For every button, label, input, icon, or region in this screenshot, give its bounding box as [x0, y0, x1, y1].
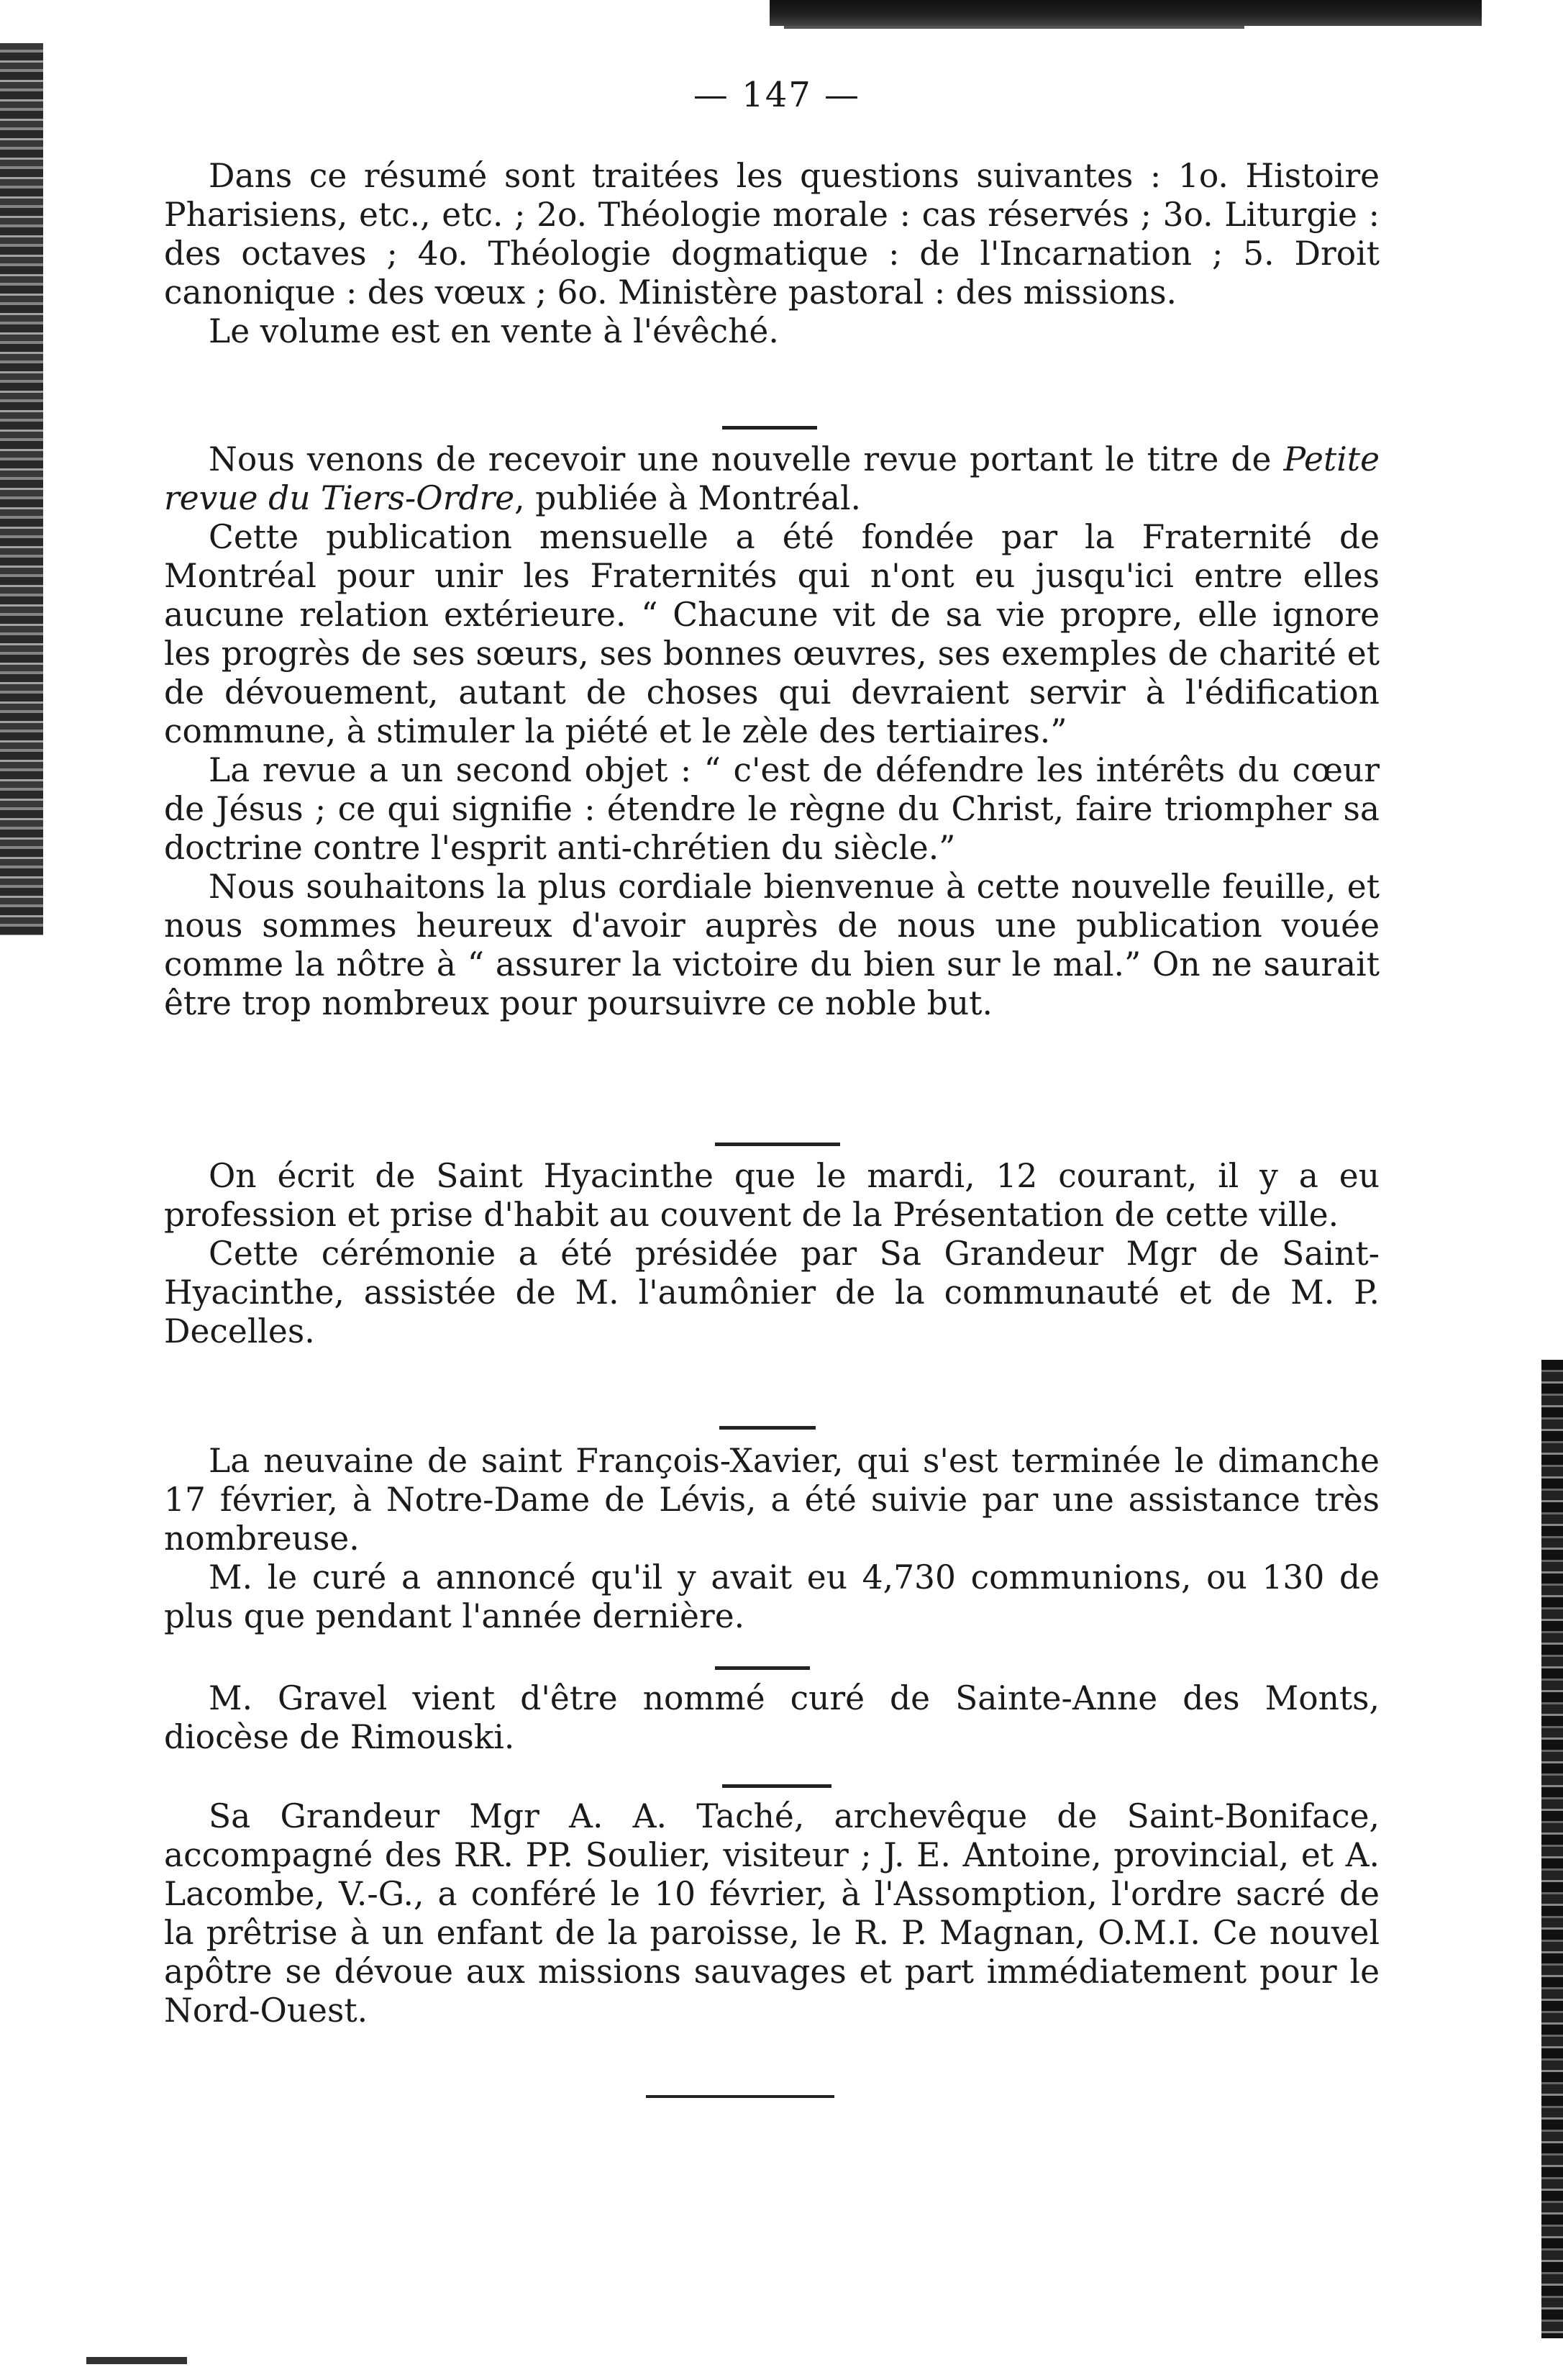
paragraph — [164, 440, 1380, 518]
paragraph: La neuvaine de saint François-Xavier, qui s'est terminée le dimanche 17 février, à Notre-Dame de Lévis, a été suivie par une assistance très nombreuse. — [164, 1442, 1380, 1558]
text-run: , publiée à Montréal. — [514, 479, 862, 517]
notice-resume — [164, 157, 1380, 351]
text-run: Nous venons de recevoir une nouvelle revue portant le titre de — [209, 440, 1284, 478]
paragraph: M. le curé a annoncé qu'il y avait eu 4,730 communions, ou 130 de plus que pendant l'année dernière. — [164, 1558, 1380, 1635]
paragraph: La revue a un second objet : “ c'est de défendre les intérêts du cœur de Jésus ; ce qui signifie : étendre le règne du Christ, faire triompher sa doctrine contre l'esprit anti-chrétien du siècle.” — [164, 751, 1380, 867]
paragraph: Dans ce résumé sont traitées les questions suivantes : 1o. Histoire Pharisiens, etc., etc. ; 2o. Théologie morale : cas réservés ; 3o. Liturgie : des octaves ; 4o. Théologie dogmatique : de l'Incarnation ; 5. Droit canonique : des vœux ; 6o. Ministère pastoral : des missions. — [164, 157, 1380, 312]
scan-edge-top — [770, 0, 1482, 26]
section-divider — [722, 1784, 831, 1788]
paragraph: On écrit de Saint Hyacinthe que le mardi, 12 courant, il y a eu profession et prise d'habit au couvent de la Présentation de cette ville. — [164, 1157, 1380, 1234]
paragraph: M. Gravel vient d'être nommé curé de Sainte-Anne des Monts, diocèse de Rimouski. — [164, 1679, 1380, 1756]
section-divider — [722, 426, 817, 430]
page-number: — 147 — — [693, 75, 861, 115]
scan-edge-left — [0, 43, 43, 935]
paragraph: Sa Grandeur Mgr A. A. Taché, archevêque de Saint-Boniface, accompagné des RR. PP. Soulier, visiteur ; J. E. Antoine, provincial, et A. Lacombe, V.-G., a conféré le 10 février, à l'Assomption, l'ordre sacré de la prêtrise à un enfant de la paroisse, le R. P. Magnan, O.M.I. Ce nouvel apôtre se dévoue aux missions sauvages et part immédiatement pour le Nord-Ouest. — [164, 1797, 1380, 2030]
notice-saint-hyacinthe — [164, 1157, 1380, 1351]
scan-edge-right — [1541, 1360, 1563, 2338]
review-title: Petite revue du Tiers-Ordre — [164, 440, 1380, 517]
paragraph: Cette publication mensuelle a été fondée par la Fraternité de Montréal pour unir les Fraternités qui n'ont eu jusqu'ici entre elles aucune relation extérieure. “ Chacune vit de sa vie propre, elle ignore les progrès de ses sœurs, ses bonnes œuvres, ses exemples de charité et de dévouement, autant de choses qui devraient servir à l'édification commune, à stimuler la piété et le zèle des tertiaires.” — [164, 518, 1380, 750]
paragraph: Cette cérémonie a été présidée par Sa Grandeur Mgr de Saint-Hyacinthe, assistée de M. l'aumônier de la communauté et de M. P. Decelles. — [164, 1235, 1380, 1350]
notice-revue — [164, 440, 1380, 1023]
paragraph: Le volume est en vente à l'évêché. — [209, 312, 779, 350]
notice-ordination — [164, 1797, 1380, 2030]
section-divider — [719, 1426, 816, 1430]
paragraph: Nous souhaitons la plus cordiale bienvenue à cette nouvelle feuille, et nous sommes heureux d'avoir auprès de nous une publication vouée comme la nôtre à “ assurer la victoire du bien sur le mal.” On ne saurait être trop nombreux pour poursuivre ce noble but. — [164, 868, 1380, 1022]
section-divider — [715, 1666, 810, 1670]
section-divider — [715, 1143, 840, 1146]
notice-gravel — [164, 1679, 1380, 1757]
scan-edge-top-thin — [784, 26, 1244, 29]
end-divider — [646, 2095, 834, 2098]
scan-edge-bottom — [86, 2357, 187, 2364]
notice-neuvaine — [164, 1442, 1380, 1636]
